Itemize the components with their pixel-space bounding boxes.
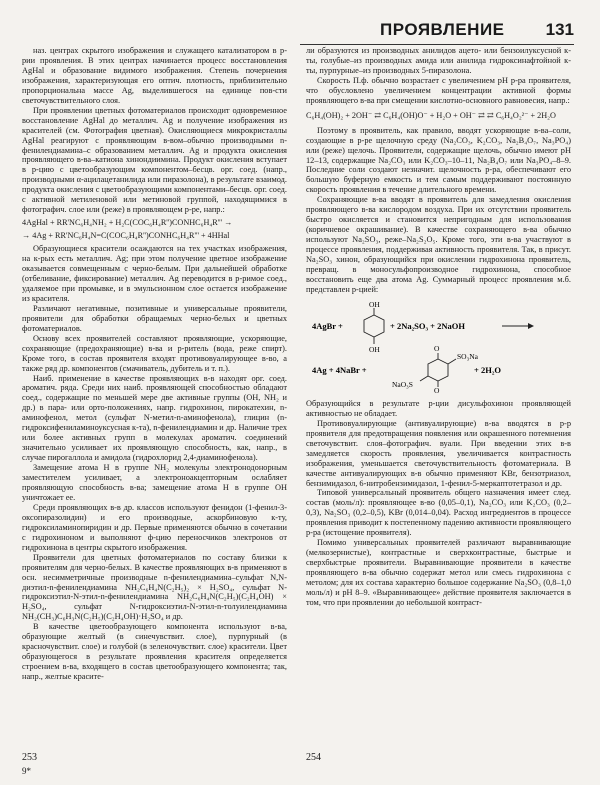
paragraph: Образующийся в результате р-ции дисульфохинон проявляющей активностью не обладает. — [306, 398, 571, 418]
paragraph: Среди проявляющих в-в др. классов используют фенидон (1-фенил-3-оксопиразолидин) и его производные, аскорбиновую к-ту, гидроксиламинопиридин и др. Первые применяются обычно в сочетании с гидрохиноном и выполняют ф-цию переносчиков электронов от гидрохинона в центры скрытого изображения. — [22, 502, 287, 552]
so3na-label: SO₃Na — [457, 351, 478, 361]
paragraph: Наиб. применение в качестве проявляющих в-в находят орг. соед. ароматич. ряда. Среди них наиб. проявляющей способностью обладают соед., содержащие по меньшей мере две активные группы (ОН, NH₂ и др.) в пара- или орто-положениях, напр. гидрохинон, пирокатехин, n-аминофенол, метол (сульфат N-метил-n-аминофенола), глицин (n-гидроксифениламиноуксусная к-та), n-фенилендиамин и др. Наличие трех или более активных групп в молекулах ароматич. соединений значительно усиливает их проявляющую способность, как, напр., в случае пирогаллола и амидола (гидрохлорид 2,4-диаминофенола). — [22, 373, 288, 463]
paragraph: Типовой универсальный проявитель общего назначения имеет след. состав (моль/л): проявляющее в-во (0,05–0,1), Na₂CO₃ или K₂CO₃ (0,2–0,3), Na₂SO₃ (0,2–0,5), KBr (0,014–0,04). Расход ингредиентов в процессе проявления приводит к постепенному падению активности проявляющего р-ра (истощение проявителя). — [306, 488, 571, 538]
naso3-label: NaO₃S — [392, 379, 413, 389]
formula-line: 4AgHal + RR'NC₆H₄NH₂ + H₂C(COC₆H₄R'')CONHC₆H₄R''' → — [22, 218, 233, 228]
disulfoquinone-ring — [420, 353, 456, 387]
paragraph: наз. центрах скрытого изображения и служащего катализатором в р-рии проявления. В этих центрах начинается процесс восстановления AgHal и образование видимого изображения. Степень почернения изображения, характеризующая его оптич. плотность, приблизительно пропорциональна массе Ag, выделившегося на единице пов-сти светочувствительного слоя. — [22, 46, 287, 105]
signature-mark: 9* — [22, 766, 31, 776]
running-header — [380, 20, 574, 42]
paragraph: Образующиеся красители осаждаются на тех участках изображения, на к-рых есть металлич. Ag; при этом получение цветное изображение оказывается совмещенным с черно-белым. При дальнейшей обработке (отбеливание, фиксирование) металлич. Ag переводится в р-римое соед., удаляемое при промывке, и в эмульсионном слое остается изображение из красителя. — [22, 244, 287, 303]
header-rule — [300, 44, 574, 45]
oh-label: OH — [369, 300, 380, 309]
reaction-reactants: 4AgBr + — [312, 320, 343, 331]
reaction-scheme — [306, 301, 571, 393]
paragraph: Замещение атома Н в группе NH₂ молекулы электронодонорным заместителем усиливает, а электроноакцепторным ослабляет проявляющую способность в-ва; замещение атома Н в группе ОН уничтожает ее. — [22, 463, 287, 502]
paragraph: Помимо универсальных проявителей различают выравнивающие (мелкозернистые), контрастные и сверхконтрастные, быстрые и сверхбыстрые проявители. Выравнивающие проявители в качестве проявляющего в-ва обычно содержат метол или смесь гидрохинона с метолом; для их состава характерно большое содержание Na₂SO₃ (0,8–1,0 моль/л) и pH 8–9. «Выравнивающее» действие проявителя заключается в том, что при проявлении до небольшой контраст- — [306, 538, 571, 607]
o-label: O — [434, 385, 440, 393]
oh-label: OH — [369, 344, 380, 354]
paragraph: Скорость П.ф. обычно возрастает с увеличением pH р-ра проявителя, что обусловлено увеличением концентрации активной формы проявляющего в-ва при смещении кислотно-основного равновесия, напр.: — [306, 75, 571, 105]
paragraph: Сохраняющие в-ва вводят в проявитель для замедления окисления проявляющего в-ва кислородом воздуха. При их отсутствии проявитель быстро окисляется и становится непригодным для использования (коричневое окрашивание). В качестве сохраняющего в-ва обычно используют Na₂SO₃, реже–Na₂S₂O₅. Кроме того, эти в-ва участвуют в процессе проявления, поддерживая активность проявителя. Так, в присут. Na₂SO₃ хинон, образующийся при окислении гидрохинона проявитель, превращ. в моносульфопроизводное гидрохинона, способное восстановить еще два атома Ag. Суммарный процесс проявления м.б. представлен р-цией: — [306, 195, 571, 294]
left-column — [22, 46, 287, 682]
paragraph: ли образуются из производных анилидов ацето- или бензоилуксусной к-ты, голубые–из производных амида или анилида гидроксинафтойной к-ты, пурпурные–из производных 5-пиразолона. — [306, 46, 571, 75]
hydroquinone-ring — [364, 308, 384, 344]
reaction-svg — [306, 301, 571, 393]
arrow-head — [528, 323, 534, 329]
paragraph: При проявлении цветных фотоматериалов происходит одновременное восстановление AgHal до металлич. Ag и получение изображения из красителей (см. Фотография цветная). Окисляющиеся микрокристаллы AgHal реагируют с проявляющим в-вом–обычно производными n-фенилендиамина–с образованием металлич. Ag и продукта окисления проявляющего в-ва–катиона хинондиимина. Продукт окисления вступает в р-цию с цветообразующим компонентом–бесцв. орг. соед. (напр., производными α-ацилацетанилида или пиразолона), в результате взаимод. продукта окисления с цветообразующими компонентами–бесцв. орг. соед. с активной метиленовой или метиновой группой, находящимися в фотографич. слое или (реже) в проявляющем р-ре, напр.: — [22, 105, 287, 215]
header-title: ПРОЯВЛЕНИЕ — [380, 20, 505, 39]
left-page-number: 253 — [22, 752, 37, 763]
o-label: O — [434, 343, 440, 353]
paragraph: Поэтому в проявитель, как правило, вводят ускоряющие в-ва–соли, создающие в р-ре щелочную среду (Na₂CO₃, K₂CO₃, Na₂B₄O₇, Na₃PO₄) или (реже) щелочь. Проявители, содержащие щелочь, обычно имеют pH 12–13, содержащие Na₂CO₃ или K₂CO₃–10–11, Na₂B₄O₇ или Na₃PO₄–8–9. Последние соли создают незначит. щелочность р-ра, обеспечивают его большую буферную емкость и тем самым поддерживают постоянную скорость проявления в течение длительного времени. — [306, 125, 571, 195]
equilibrium-equation: C₆H₄(OH)₂ + 2OH⁻ ⇄ C₆H₄(OH)O⁻ + H₂O + OH⁻ ⇄ ⇄ C₆H₄O₂²⁻ + 2H₂O — [306, 110, 556, 120]
paragraph: В качестве цветообразующего компонента используют в-ва, образующие желтый (в синечувствит. слое), пурпурный (в красночувствит. слое) и голубой (в зеленочувствит. слое) красители. Цвет образующегося в результате проявления красителя определяется строением в-ва, входящего в состав цветообразующего компонента; так, напр., желтые красите- — [22, 622, 287, 682]
right-page-number: 254 — [306, 752, 321, 763]
formula-line: → 4Ag + RR'NC₆H₄N=C(COC₆H₄R'')CONHC₆H₄R''' + 4HHal — [22, 231, 230, 241]
paragraph: Различают негативные, позитивные и универсальные проявители, проявители для обработки обращаемых черно-белых и цветных фотоматериалов. — [22, 303, 287, 333]
paragraph: Проявители для цветных фотоматериалов по составу близки к проявителям для черно-белых. В качестве проявляющих в-в применяют в осн. несимметричные производные n-фенилендиамина–сульфат N,N-диэтил-n-фенилендиамина NH₂C₆H₄N(C₂H₅)₂ × H₂SO₄, сульфат N-гидроксиэтил-N-этил-n-фенилендиамина NH₂C₆H₄N(C₂H₅)(C₂H₄OH) × H₂SO₄, сульфат N-гидроксиэтил-N-этил-n-толуилендиамина NH₂(CH₃)C₆H₃N(C₂H₅)(C₂H₄OH)·H₂SO₄ и др. — [22, 552, 287, 622]
reaction-products-right: + 2H₂O — [474, 364, 501, 375]
right-column — [306, 46, 571, 608]
paragraph: Противовуалирующие (антивуалирующие) в-ва вводятся в р-р проявителя для предотвращения появления или окрашенного потемнения светочувствит. слоя–фотографич. вуали. При введении этих в-в замедляется скорость проявления, увеличивается контрастность изображения, уменьшается светочувствительность фотоматериала. В качестве антивуалирующих в-в обычно применяют KBr, бензотриазол, бензимидазол, 6-нитробензимидазол, 1-фенил-5-меркаптотетразол и др. — [306, 418, 571, 488]
paragraph: Основу всех проявителей составляют проявляющие, ускоряющие, сохраняющие (предохраняющие) в-ва и р-ритель (вода, реже спирт). Кроме того, в состав проявителя входят противовуалирующее в-во, а также ряд др. компонентов (смачиватель, дубитель и т. п.). — [22, 333, 287, 373]
header-page-number: 131 — [545, 20, 574, 39]
reaction-middle: + 2Na₂SO₃ + 2NaOH — [390, 320, 465, 331]
reaction-products-left: 4Ag + 4NaBr + — [312, 364, 367, 375]
